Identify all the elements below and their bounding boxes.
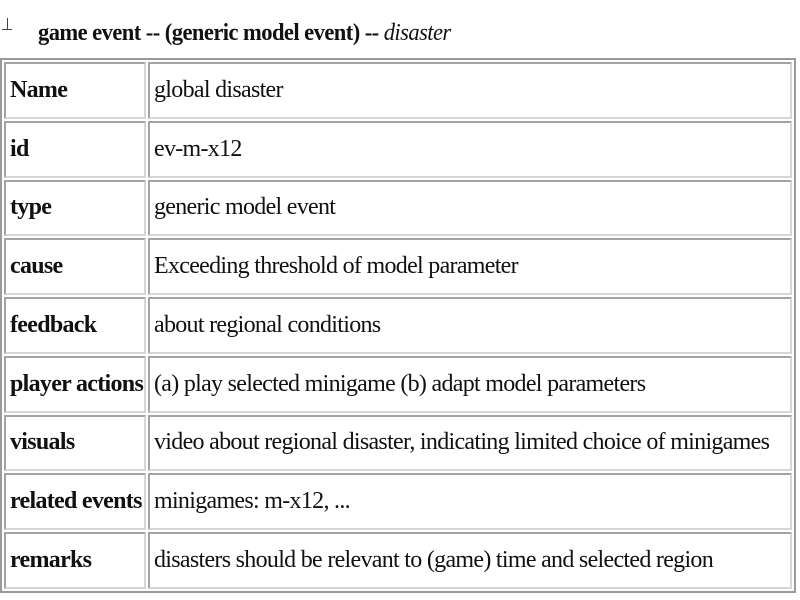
row-value: generic model event	[148, 180, 792, 237]
row-value: global disaster	[148, 62, 792, 119]
page-title	[38, 20, 451, 47]
row-value: video about regional disaster, indicating limited choice of minigames	[148, 415, 792, 472]
row-label: visuals	[4, 415, 146, 472]
row-label: type	[4, 180, 146, 237]
row-label: related events	[4, 473, 146, 530]
table-row	[4, 473, 792, 530]
title-main: game event -- (generic model event) --	[38, 20, 384, 46]
row-label: feedback	[4, 297, 146, 354]
table-row	[4, 356, 792, 413]
row-value: disasters should be relevant to (game) time and selected region	[148, 532, 792, 589]
row-label: id	[4, 121, 146, 178]
row-label: remarks	[4, 532, 146, 589]
row-value: minigames: m-x12, ...	[148, 473, 792, 530]
table-row	[4, 297, 792, 354]
table-row	[4, 415, 792, 472]
table-row	[4, 238, 792, 295]
row-value: Exceeding threshold of model parameter	[148, 238, 792, 295]
row-value: (a) play selected minigame (b) adapt model parameters	[148, 356, 792, 413]
table-row	[4, 532, 792, 589]
page-corner-mark	[2, 18, 14, 30]
row-value: ev-m-x12	[148, 121, 792, 178]
event-table	[0, 58, 796, 593]
row-label: player actions	[4, 356, 146, 413]
row-label: Name	[4, 62, 146, 119]
row-value: about regional conditions	[148, 297, 792, 354]
table-row	[4, 62, 792, 119]
table-row	[4, 180, 792, 237]
table-row	[4, 121, 792, 178]
title-category: disaster	[383, 20, 451, 46]
row-label: cause	[4, 238, 146, 295]
